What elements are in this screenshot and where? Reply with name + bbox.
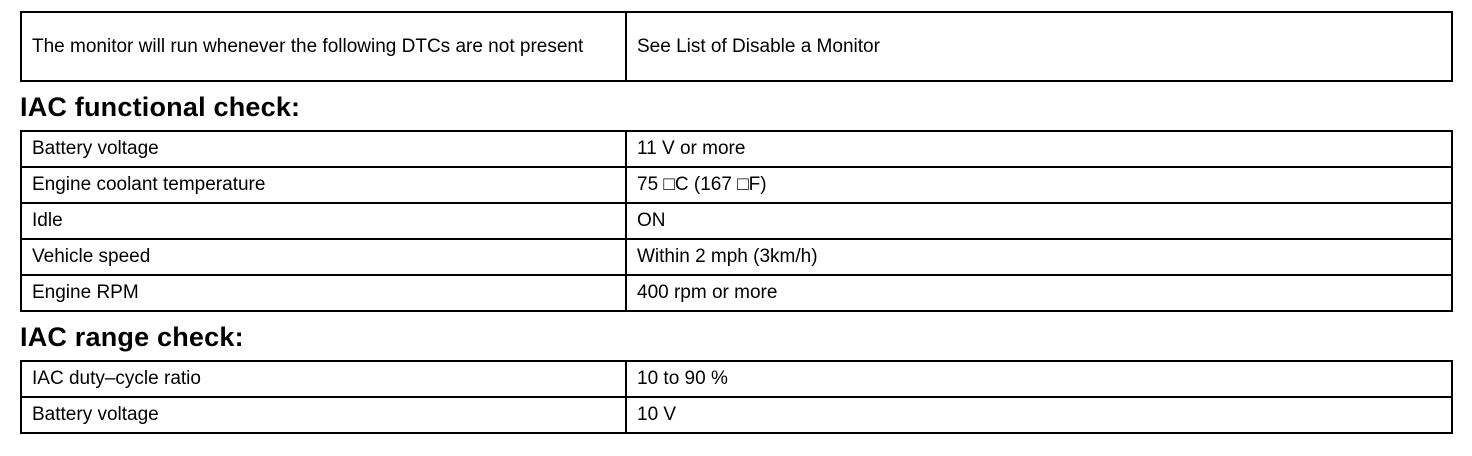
condition-label: IAC duty–cycle ratio bbox=[21, 361, 626, 397]
table-row bbox=[21, 131, 1452, 167]
condition-label: Battery voltage bbox=[21, 131, 626, 167]
condition-value: 400 rpm or more bbox=[626, 275, 1452, 311]
condition-label: Engine coolant temperature bbox=[21, 167, 626, 203]
condition-value: 75 □C (167 □F) bbox=[626, 167, 1452, 203]
condition-value: ON bbox=[626, 203, 1452, 239]
condition-label: Vehicle speed bbox=[21, 239, 626, 275]
iac-functional-check-title: IAC functional check: bbox=[20, 92, 301, 122]
condition-label: Idle bbox=[21, 203, 626, 239]
table-row bbox=[21, 361, 1452, 397]
condition-value: Within 2 mph (3km/h) bbox=[626, 239, 1452, 275]
condition-label: Engine RPM bbox=[21, 275, 626, 311]
iac-range-check-title: IAC range check: bbox=[20, 322, 244, 352]
condition-value: 10 to 90 % bbox=[626, 361, 1452, 397]
table-row bbox=[21, 12, 1452, 81]
document-page bbox=[20, 11, 1451, 434]
condition-value: 10 V bbox=[626, 397, 1452, 433]
iac-functional-check-table bbox=[20, 130, 1453, 312]
table-row bbox=[21, 167, 1452, 203]
iac-range-check-table bbox=[20, 360, 1453, 434]
table-row bbox=[21, 239, 1452, 275]
table-row bbox=[21, 275, 1452, 311]
condition-label: The monitor will run whenever the following DTCs are not present bbox=[21, 12, 626, 81]
table-row bbox=[21, 397, 1452, 433]
condition-value: See List of Disable a Monitor bbox=[626, 12, 1452, 81]
condition-value: 11 V or more bbox=[626, 131, 1452, 167]
preconditions-table bbox=[20, 11, 1453, 82]
condition-label: Battery voltage bbox=[21, 397, 626, 433]
table-row bbox=[21, 203, 1452, 239]
